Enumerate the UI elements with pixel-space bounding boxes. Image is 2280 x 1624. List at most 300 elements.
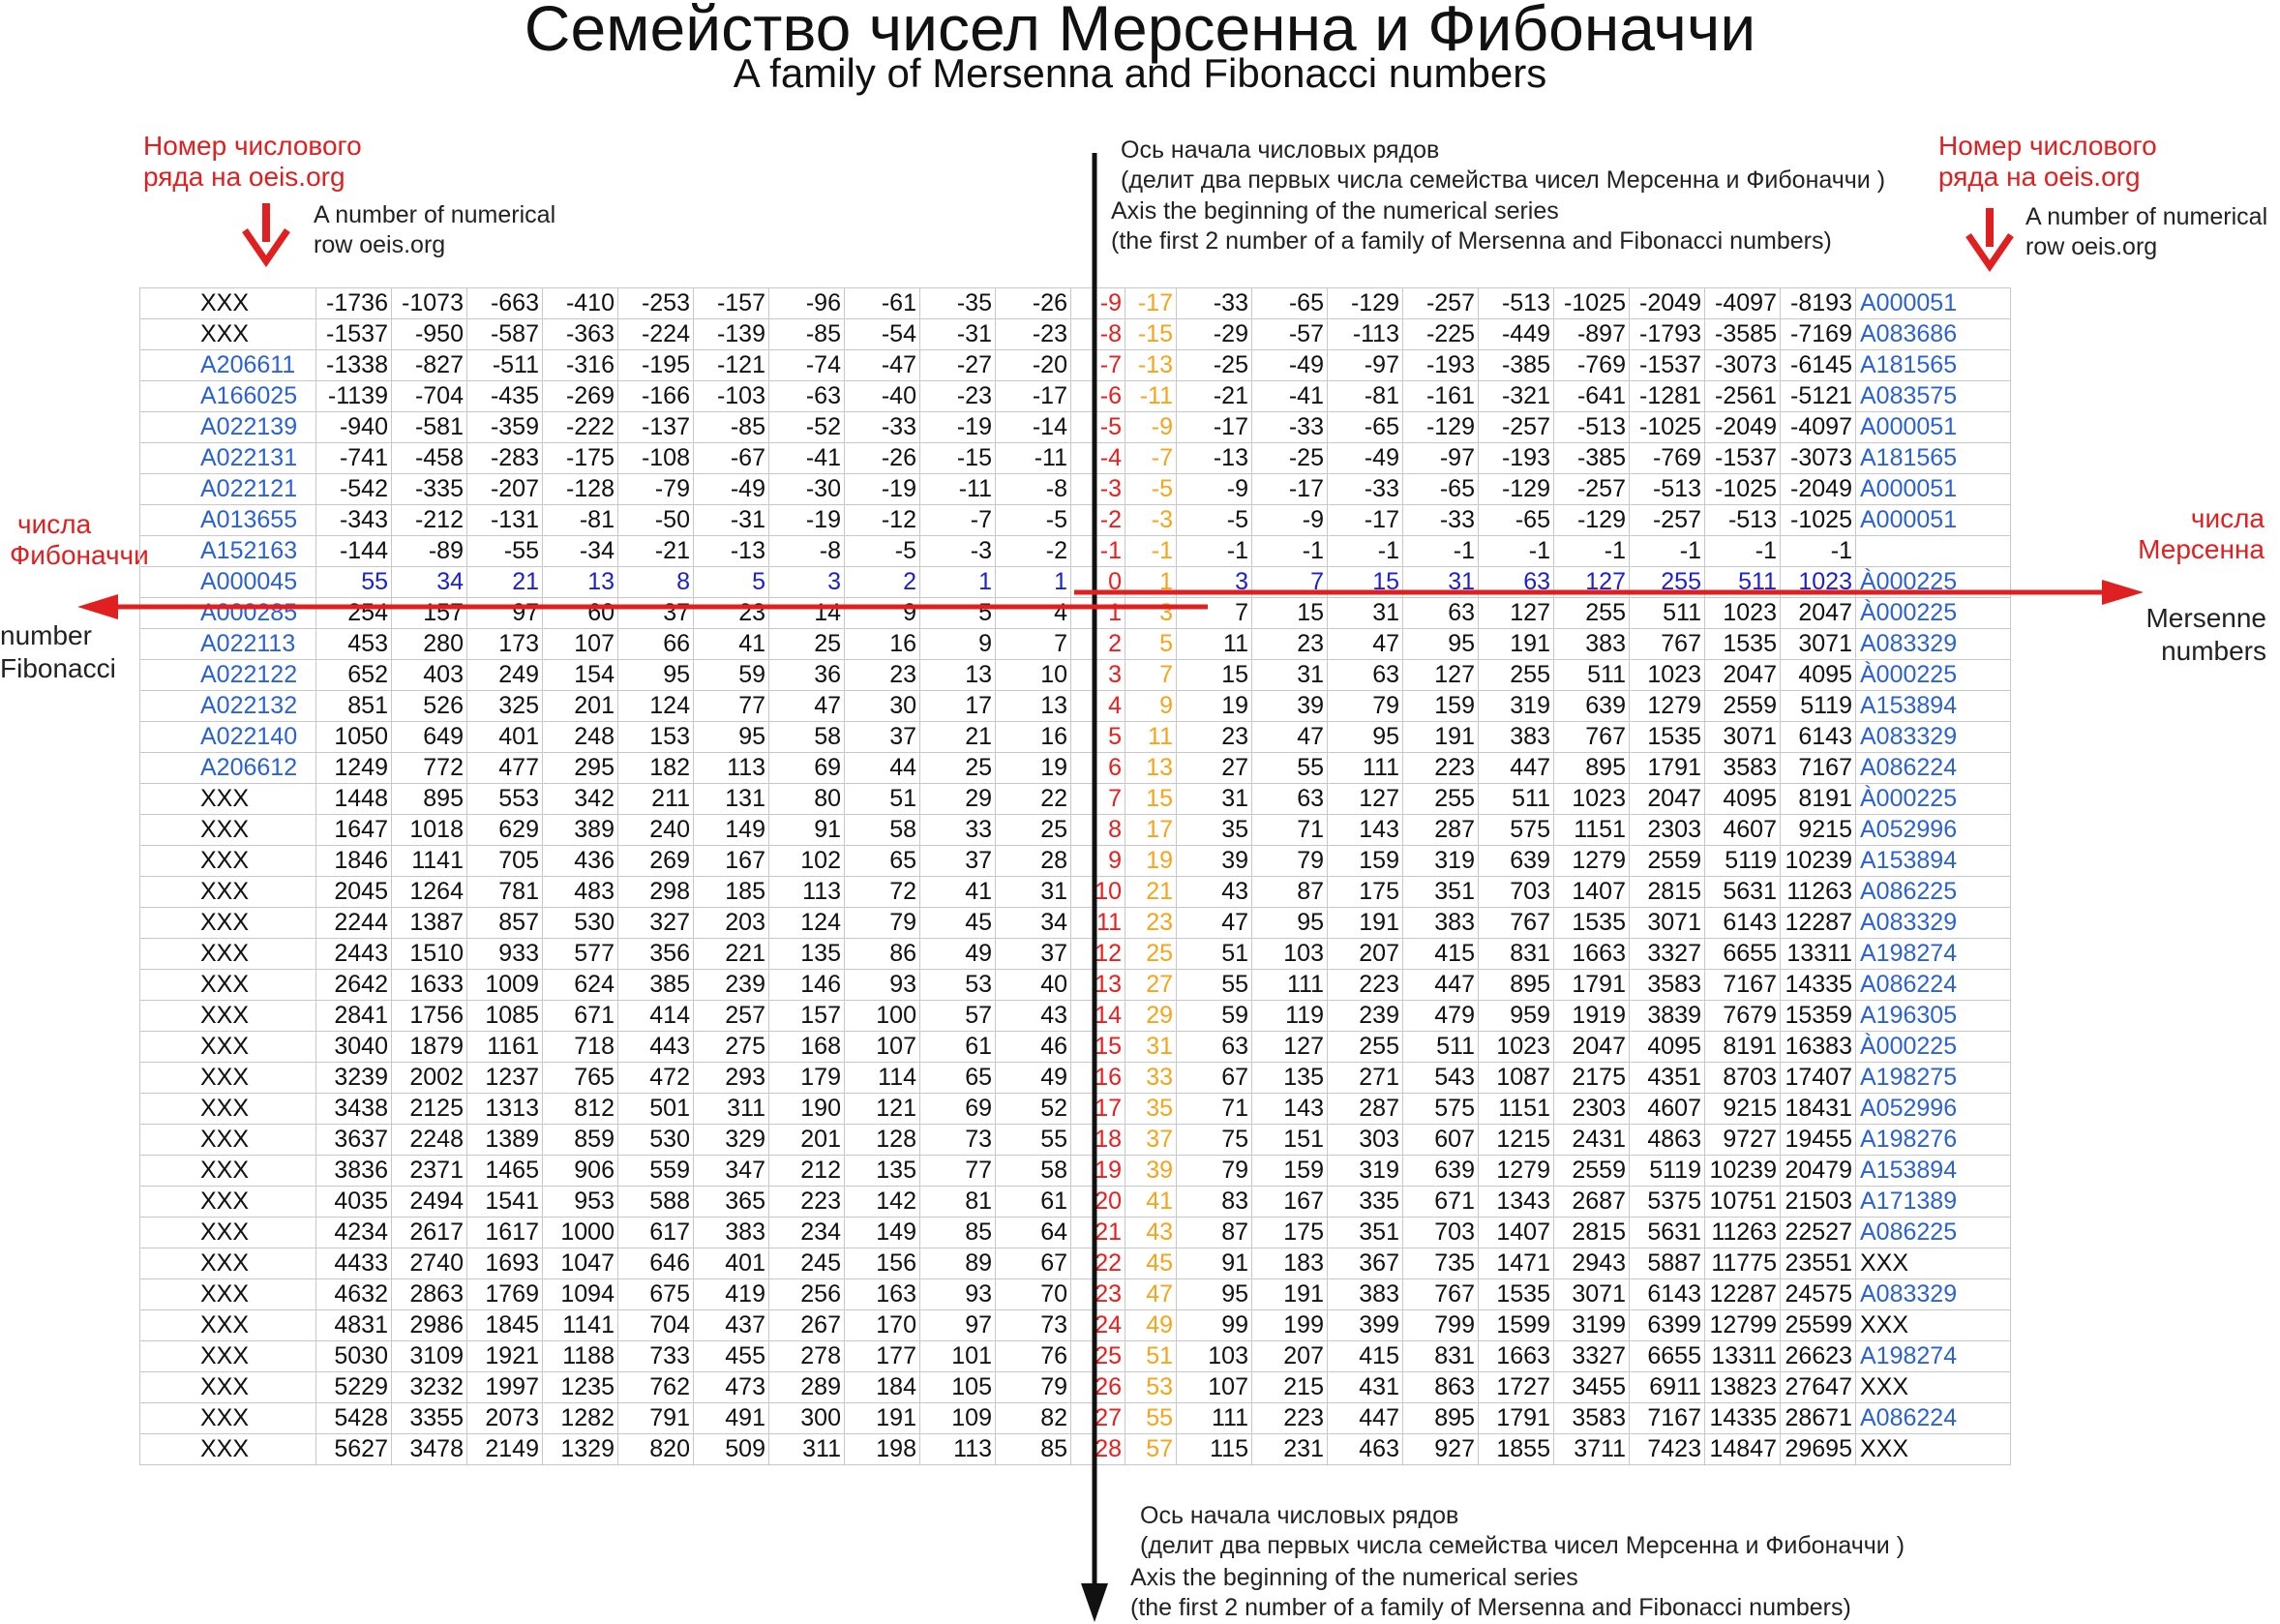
fibonacci-cell: -157 bbox=[694, 288, 769, 319]
mersenne-cell: 2815 bbox=[1630, 877, 1705, 908]
axis-value-b: 27 bbox=[1125, 970, 1177, 1001]
fibonacci-cell: 1693 bbox=[467, 1248, 543, 1279]
fibonacci-cell: 530 bbox=[618, 1125, 694, 1156]
fibonacci-arrow-icon bbox=[77, 594, 118, 619]
mersenne-cell: 207 bbox=[1252, 1341, 1328, 1372]
fibonacci-cell: -1338 bbox=[316, 350, 392, 381]
fibonacci-cell: 61 bbox=[920, 1032, 996, 1063]
axis-value-a: 4 bbox=[1071, 691, 1125, 722]
axis-value-b: 15 bbox=[1125, 784, 1177, 815]
fibonacci-cell: 13 bbox=[920, 660, 996, 691]
right-oeis-id: A083575 bbox=[1856, 381, 2011, 412]
fibonacci-cell: 4632 bbox=[316, 1279, 392, 1310]
fibonacci-cell: -8 bbox=[769, 536, 845, 567]
left-oeis-id: XXX bbox=[140, 846, 316, 877]
fibonacci-cell: 21 bbox=[920, 722, 996, 753]
table-row bbox=[140, 753, 2011, 784]
mersenne-cell: 1023 bbox=[1705, 598, 1781, 629]
mersenne-cell: 107 bbox=[1177, 1372, 1252, 1403]
mersenne-cell: -25 bbox=[1177, 350, 1252, 381]
table-row bbox=[140, 1125, 2011, 1156]
mersenne-cell: 231 bbox=[1252, 1434, 1328, 1465]
fibonacci-cell: 184 bbox=[845, 1372, 920, 1403]
mersenne-cell: 6143 bbox=[1705, 908, 1781, 939]
mersenne-cell: 12799 bbox=[1705, 1310, 1781, 1341]
fibonacci-cell: 201 bbox=[769, 1125, 845, 1156]
table-row bbox=[140, 1372, 2011, 1403]
table-row bbox=[140, 660, 2011, 691]
mersenne-cell: 6655 bbox=[1705, 939, 1781, 970]
fibonacci-cell: -137 bbox=[618, 412, 694, 443]
mersenne-cell: 239 bbox=[1328, 1001, 1403, 1032]
axis-value-b: 39 bbox=[1125, 1156, 1177, 1187]
fibonacci-cell: -283 bbox=[467, 443, 543, 474]
axis-value-a: 5 bbox=[1071, 722, 1125, 753]
fibonacci-cell: 85 bbox=[996, 1434, 1071, 1465]
fibonacci-cell: 1 bbox=[920, 567, 996, 598]
mersenne-cell: 25599 bbox=[1781, 1310, 1856, 1341]
mersenne-cell: 3 bbox=[1177, 567, 1252, 598]
fibonacci-cell: 704 bbox=[618, 1310, 694, 1341]
left-oeis-id: XXX bbox=[140, 815, 316, 846]
mersenne-cell: 47 bbox=[1177, 908, 1252, 939]
fibonacci-cell: -103 bbox=[694, 381, 769, 412]
fibonacci-cell: 41 bbox=[920, 877, 996, 908]
mersenne-cell: 479 bbox=[1403, 1001, 1479, 1032]
fibonacci-cell: 93 bbox=[920, 1279, 996, 1310]
fibonacci-cell: 154 bbox=[543, 660, 618, 691]
mersenne-cell: 735 bbox=[1403, 1248, 1479, 1279]
axis-value-a: 23 bbox=[1071, 1279, 1125, 1310]
axis-value-b: 57 bbox=[1125, 1434, 1177, 1465]
fibonacci-cell: -335 bbox=[392, 474, 467, 505]
axis-value-a: -5 bbox=[1071, 412, 1125, 443]
fibonacci-cell: 44 bbox=[845, 753, 920, 784]
fibonacci-cell: -89 bbox=[392, 536, 467, 567]
fibonacci-cell: 135 bbox=[769, 939, 845, 970]
fibonacci-cell: 293 bbox=[694, 1063, 769, 1094]
fibonacci-cell: -17 bbox=[996, 381, 1071, 412]
fibonacci-cell: 3040 bbox=[316, 1032, 392, 1063]
fibonacci-cell: -435 bbox=[467, 381, 543, 412]
fibonacci-cell: 1282 bbox=[543, 1403, 618, 1434]
fibonacci-cell: 443 bbox=[618, 1032, 694, 1063]
mersenne-cell: 17407 bbox=[1781, 1063, 1856, 1094]
fibonacci-cell: 2 bbox=[845, 567, 920, 598]
mersenne-cell: 95 bbox=[1177, 1279, 1252, 1310]
fibonacci-cell: -940 bbox=[316, 412, 392, 443]
fibonacci-cell: -704 bbox=[392, 381, 467, 412]
mersenne-cell: 895 bbox=[1554, 753, 1630, 784]
mersenne-cell: 1407 bbox=[1554, 877, 1630, 908]
mersenne-cell: 5631 bbox=[1705, 877, 1781, 908]
mersenne-cell: -25 bbox=[1252, 443, 1328, 474]
fibonacci-cell: 2617 bbox=[392, 1218, 467, 1248]
fibonacci-cell: 55 bbox=[316, 567, 392, 598]
mersenne-cell: 13823 bbox=[1705, 1372, 1781, 1403]
fibonacci-cell: 1329 bbox=[543, 1434, 618, 1465]
fibonacci-cell: 906 bbox=[543, 1156, 618, 1187]
axis-value-b: 23 bbox=[1125, 908, 1177, 939]
fibonacci-cell: 509 bbox=[694, 1434, 769, 1465]
mersenne-cell: -321 bbox=[1479, 381, 1554, 412]
fibonacci-cell: 851 bbox=[316, 691, 392, 722]
fibonacci-cell: 1141 bbox=[543, 1310, 618, 1341]
mersenne-cell: 383 bbox=[1403, 908, 1479, 939]
fibonacci-cell: 45 bbox=[920, 908, 996, 939]
fibonacci-cell: 4035 bbox=[316, 1187, 392, 1218]
mersenne-cell: -513 bbox=[1630, 474, 1705, 505]
fibonacci-cell: -11 bbox=[920, 474, 996, 505]
mersenne-cell: 24575 bbox=[1781, 1279, 1856, 1310]
fibonacci-cell: -31 bbox=[920, 319, 996, 350]
fibonacci-cell: 347 bbox=[694, 1156, 769, 1187]
fibonacci-cell: 365 bbox=[694, 1187, 769, 1218]
mersenne-cell: 1663 bbox=[1479, 1341, 1554, 1372]
mersenne-cell: 19 bbox=[1177, 691, 1252, 722]
mersenne-label-ru: числа Мерсенна bbox=[2138, 503, 2265, 564]
fibonacci-cell: 1161 bbox=[467, 1032, 543, 1063]
right-oeis-id: XXX bbox=[1856, 1248, 2011, 1279]
fibonacci-cell: 182 bbox=[618, 753, 694, 784]
mersenne-cell: 159 bbox=[1252, 1156, 1328, 1187]
left-oeis-id: XXX bbox=[140, 1310, 316, 1341]
right-oeis-id: XXX bbox=[1856, 1372, 2011, 1403]
fibonacci-cell: 239 bbox=[694, 970, 769, 1001]
fibonacci-cell: -5 bbox=[996, 505, 1071, 536]
fibonacci-cell: 4831 bbox=[316, 1310, 392, 1341]
fibonacci-cell: -587 bbox=[467, 319, 543, 350]
table-row bbox=[140, 1218, 2011, 1248]
fibonacci-cell: 121 bbox=[845, 1094, 920, 1125]
fibonacci-cell: 389 bbox=[543, 815, 618, 846]
left-oeis-id: A022113 bbox=[140, 629, 316, 660]
fibonacci-cell: -67 bbox=[694, 443, 769, 474]
table-row bbox=[140, 908, 2011, 939]
fibonacci-cell: -49 bbox=[694, 474, 769, 505]
mersenne-cell: 11 bbox=[1177, 629, 1252, 660]
fibonacci-cell: -63 bbox=[769, 381, 845, 412]
mersenne-cell: 511 bbox=[1705, 567, 1781, 598]
fibonacci-cell: 588 bbox=[618, 1187, 694, 1218]
axis-value-a: 10 bbox=[1071, 877, 1125, 908]
fibonacci-cell: -50 bbox=[618, 505, 694, 536]
axis-value-a: 13 bbox=[1071, 970, 1125, 1001]
fibonacci-cell: 311 bbox=[694, 1094, 769, 1125]
fibonacci-cell: 33 bbox=[920, 815, 996, 846]
mersenne-cell: 3199 bbox=[1554, 1310, 1630, 1341]
fibonacci-cell: 1313 bbox=[467, 1094, 543, 1125]
mersenne-cell: 639 bbox=[1479, 846, 1554, 877]
left-oeis-id: XXX bbox=[140, 784, 316, 815]
fibonacci-cell: 107 bbox=[543, 629, 618, 660]
mersenne-cell: 55 bbox=[1177, 970, 1252, 1001]
fibonacci-cell: -30 bbox=[769, 474, 845, 505]
mersenne-cell: 895 bbox=[1479, 970, 1554, 1001]
right-oeis-id: A086224 bbox=[1856, 970, 2011, 1001]
fibonacci-cell: 185 bbox=[694, 877, 769, 908]
fibonacci-cell: 1769 bbox=[467, 1279, 543, 1310]
axis-bottom-caption-ru: Ось начала числовых рядов (делит два первых числа семейства чисел Мерсенна и Фибоначчи ) bbox=[1140, 1502, 1905, 1559]
mersenne-cell: 47 bbox=[1252, 722, 1328, 753]
mersenne-cell: 191 bbox=[1328, 908, 1403, 939]
mersenne-cell: -1 bbox=[1781, 536, 1856, 567]
mersenne-cell: 1407 bbox=[1479, 1218, 1554, 1248]
fibonacci-cell: 41 bbox=[694, 629, 769, 660]
fibonacci-cell: -74 bbox=[769, 350, 845, 381]
mersenne-cell: -4097 bbox=[1781, 412, 1856, 443]
fibonacci-cell: 791 bbox=[618, 1403, 694, 1434]
mersenne-cell: 287 bbox=[1403, 815, 1479, 846]
mersenne-cell: 191 bbox=[1252, 1279, 1328, 1310]
mersenne-cell: 767 bbox=[1554, 722, 1630, 753]
fibonacci-label-en: number Fibonacci bbox=[0, 620, 116, 683]
mersenne-cell: 31 bbox=[1328, 598, 1403, 629]
mersenne-cell: 8191 bbox=[1781, 784, 1856, 815]
fibonacci-cell: 1510 bbox=[392, 939, 467, 970]
left-oeis-label-en: A number of numerical row oeis.org bbox=[314, 201, 556, 258]
right-oeis-id: A153894 bbox=[1856, 691, 2011, 722]
fibonacci-cell: 43 bbox=[996, 1001, 1071, 1032]
fibonacci-cell: -55 bbox=[467, 536, 543, 567]
mersenne-cell: 207 bbox=[1328, 939, 1403, 970]
mersenne-cell: 3583 bbox=[1705, 753, 1781, 784]
fibonacci-cell: 13 bbox=[543, 567, 618, 598]
fibonacci-cell: 36 bbox=[769, 660, 845, 691]
right-oeis-id: A000051 bbox=[1856, 288, 2011, 319]
mersenne-cell: 8703 bbox=[1705, 1063, 1781, 1094]
mersenne-cell: 12287 bbox=[1781, 908, 1856, 939]
axis-top-caption-en: Axis the beginning of the numerical series (the first 2 number of a family of Mersenna and Fibonacci numbers) bbox=[1111, 197, 1832, 255]
fibonacci-cell: 1647 bbox=[316, 815, 392, 846]
mersenne-cell: 22527 bbox=[1781, 1218, 1856, 1248]
mersenne-cell: 111 bbox=[1177, 1403, 1252, 1434]
mersenne-cell: 431 bbox=[1328, 1372, 1403, 1403]
right-oeis-id: A083329 bbox=[1856, 722, 2011, 753]
mersenne-cell: 223 bbox=[1328, 970, 1403, 1001]
fibonacci-cell: 25 bbox=[920, 753, 996, 784]
mersenne-cell: 6655 bbox=[1630, 1341, 1705, 1372]
axis-value-a: 9 bbox=[1071, 846, 1125, 877]
right-oeis-label-en: A number of numerical row oeis.org bbox=[2025, 203, 2268, 260]
fibonacci-cell: 553 bbox=[467, 784, 543, 815]
mersenne-cell: -1281 bbox=[1630, 381, 1705, 412]
fibonacci-cell: 34 bbox=[996, 908, 1071, 939]
axis-value-a: -4 bbox=[1071, 443, 1125, 474]
fibonacci-cell: 472 bbox=[618, 1063, 694, 1094]
fibonacci-cell: -1736 bbox=[316, 288, 392, 319]
mersenne-cell: -769 bbox=[1554, 350, 1630, 381]
mersenne-cell: 27647 bbox=[1781, 1372, 1856, 1403]
axis-value-a: -1 bbox=[1071, 536, 1125, 567]
right-down-arrow-icon bbox=[1968, 208, 2011, 266]
mersenne-cell: -6145 bbox=[1781, 350, 1856, 381]
fibonacci-cell: -128 bbox=[543, 474, 618, 505]
fibonacci-cell: 419 bbox=[694, 1279, 769, 1310]
mersenne-cell: 639 bbox=[1403, 1156, 1479, 1187]
axis-value-b: 47 bbox=[1125, 1279, 1177, 1310]
mersenne-cell: 3071 bbox=[1781, 629, 1856, 660]
fibonacci-cell: 933 bbox=[467, 939, 543, 970]
axis-value-b: 21 bbox=[1125, 877, 1177, 908]
mersenne-cell: 1663 bbox=[1554, 939, 1630, 970]
mersenne-cell: 31 bbox=[1252, 660, 1328, 691]
mersenne-cell: 447 bbox=[1403, 970, 1479, 1001]
right-oeis-id: A086224 bbox=[1856, 1403, 2011, 1434]
fibonacci-cell: 80 bbox=[769, 784, 845, 815]
mersenne-cell: 143 bbox=[1252, 1094, 1328, 1125]
mersenne-cell: -49 bbox=[1252, 350, 1328, 381]
mersenne-cell: 3455 bbox=[1554, 1372, 1630, 1403]
fibonacci-cell: 2841 bbox=[316, 1001, 392, 1032]
mersenne-cell: -513 bbox=[1705, 505, 1781, 536]
mersenne-cell: 1791 bbox=[1630, 753, 1705, 784]
left-oeis-id: XXX bbox=[140, 319, 316, 350]
fibonacci-cell: 895 bbox=[392, 784, 467, 815]
mersenne-cell: 127 bbox=[1554, 567, 1630, 598]
mersenne-cell: 383 bbox=[1554, 629, 1630, 660]
mersenne-cell: 335 bbox=[1328, 1187, 1403, 1218]
mersenne-cell: 83 bbox=[1177, 1187, 1252, 1218]
fibonacci-cell: 101 bbox=[920, 1341, 996, 1372]
fibonacci-cell: 49 bbox=[996, 1063, 1071, 1094]
mersenne-cell: 351 bbox=[1403, 877, 1479, 908]
mersenne-cell: -113 bbox=[1328, 319, 1403, 350]
fibonacci-cell: 28 bbox=[996, 846, 1071, 877]
mersenne-cell: 607 bbox=[1403, 1125, 1479, 1156]
mersenne-cell: 3327 bbox=[1554, 1341, 1630, 1372]
mersenne-cell: 4095 bbox=[1781, 660, 1856, 691]
mersenne-cell: 927 bbox=[1403, 1434, 1479, 1465]
table-row bbox=[140, 1310, 2011, 1341]
axis-value-b: 5 bbox=[1125, 629, 1177, 660]
mersenne-cell: 5119 bbox=[1781, 691, 1856, 722]
mersenne-cell: 127 bbox=[1403, 660, 1479, 691]
mersenne-cell: -1 bbox=[1630, 536, 1705, 567]
right-oeis-label-ru: Номер числового ряда на oeis.org bbox=[1938, 131, 2157, 192]
fibonacci-cell: 4 bbox=[996, 598, 1071, 629]
mersenne-cell: 383 bbox=[1328, 1279, 1403, 1310]
axis-value-b: 31 bbox=[1125, 1032, 1177, 1063]
mersenne-cell: -5 bbox=[1177, 505, 1252, 536]
mersenne-cell: -385 bbox=[1554, 443, 1630, 474]
fibonacci-cell: 3438 bbox=[316, 1094, 392, 1125]
fibonacci-cell: -1537 bbox=[316, 319, 392, 350]
mersenne-cell: 75 bbox=[1177, 1125, 1252, 1156]
mersenne-cell: -33 bbox=[1403, 505, 1479, 536]
fibonacci-cell: 58 bbox=[769, 722, 845, 753]
mersenne-cell: -2049 bbox=[1630, 288, 1705, 319]
fibonacci-cell: 718 bbox=[543, 1032, 618, 1063]
fibonacci-cell: -139 bbox=[694, 319, 769, 350]
axis-value-a: -3 bbox=[1071, 474, 1125, 505]
fibonacci-cell: -195 bbox=[618, 350, 694, 381]
mersenne-cell: 159 bbox=[1328, 846, 1403, 877]
fibonacci-cell: -31 bbox=[694, 505, 769, 536]
fibonacci-cell: -363 bbox=[543, 319, 618, 350]
fibonacci-cell: -27 bbox=[920, 350, 996, 381]
fibonacci-cell: 1387 bbox=[392, 908, 467, 939]
axis-value-a: 6 bbox=[1071, 753, 1125, 784]
mersenne-cell: 67 bbox=[1177, 1063, 1252, 1094]
axis-value-b: 37 bbox=[1125, 1125, 1177, 1156]
mersenne-cell: -193 bbox=[1403, 350, 1479, 381]
mersenne-cell: 199 bbox=[1252, 1310, 1328, 1341]
left-oeis-id: XXX bbox=[140, 1094, 316, 1125]
right-oeis-id: A198274 bbox=[1856, 939, 2011, 970]
table-row bbox=[140, 1094, 2011, 1125]
mersenne-cell: 1279 bbox=[1554, 846, 1630, 877]
fibonacci-cell: 278 bbox=[769, 1341, 845, 1372]
fibonacci-cell: 156 bbox=[845, 1248, 920, 1279]
mersenne-cell: -897 bbox=[1554, 319, 1630, 350]
mersenne-cell: 135 bbox=[1252, 1063, 1328, 1094]
fibonacci-cell: -61 bbox=[845, 288, 920, 319]
fibonacci-cell: 1009 bbox=[467, 970, 543, 1001]
mersenne-cell: 223 bbox=[1403, 753, 1479, 784]
fibonacci-cell: 52 bbox=[996, 1094, 1071, 1125]
mersenne-cell: 3071 bbox=[1554, 1279, 1630, 1310]
fibonacci-cell: 249 bbox=[467, 660, 543, 691]
fibonacci-cell: 2642 bbox=[316, 970, 392, 1001]
mersenne-cell: 55 bbox=[1252, 753, 1328, 784]
fibonacci-cell: 95 bbox=[618, 660, 694, 691]
right-oeis-id: A181565 bbox=[1856, 350, 2011, 381]
fibonacci-cell: 2244 bbox=[316, 908, 392, 939]
mersenne-cell: 29695 bbox=[1781, 1434, 1856, 1465]
mersenne-cell: 21503 bbox=[1781, 1187, 1856, 1218]
table-row bbox=[140, 784, 2011, 815]
axis-value-b: -9 bbox=[1125, 412, 1177, 443]
left-oeis-id: A166025 bbox=[140, 381, 316, 412]
table-row bbox=[140, 939, 2011, 970]
fibonacci-cell: 1879 bbox=[392, 1032, 467, 1063]
mersenne-cell: 1535 bbox=[1554, 908, 1630, 939]
fibonacci-cell: 455 bbox=[694, 1341, 769, 1372]
fibonacci-cell: 37 bbox=[996, 939, 1071, 970]
mersenne-cell: 8191 bbox=[1705, 1032, 1781, 1063]
fibonacci-cell: 3355 bbox=[392, 1403, 467, 1434]
mersenne-cell: 383 bbox=[1479, 722, 1554, 753]
axis-value-b: 19 bbox=[1125, 846, 1177, 877]
table-row bbox=[140, 381, 2011, 412]
fibonacci-cell: 705 bbox=[467, 846, 543, 877]
fibonacci-cell: 7 bbox=[996, 629, 1071, 660]
mersenne-cell: -385 bbox=[1479, 350, 1554, 381]
table-row bbox=[140, 1248, 2011, 1279]
axis-value-b: 25 bbox=[1125, 939, 1177, 970]
fibonacci-cell: -458 bbox=[392, 443, 467, 474]
mersenne-cell: 415 bbox=[1328, 1341, 1403, 1372]
left-oeis-id: XXX bbox=[140, 1001, 316, 1032]
table-row bbox=[140, 970, 2011, 1001]
fibonacci-cell: 5627 bbox=[316, 1434, 392, 1465]
left-oeis-id: XXX bbox=[140, 908, 316, 939]
fibonacci-cell: 5030 bbox=[316, 1341, 392, 1372]
mersenne-cell: -33 bbox=[1328, 474, 1403, 505]
mersenne-cell: 511 bbox=[1554, 660, 1630, 691]
fibonacci-cell: 953 bbox=[543, 1187, 618, 1218]
right-oeis-id: XXX bbox=[1856, 1434, 2011, 1465]
axis-value-a: 16 bbox=[1071, 1063, 1125, 1094]
axis-value-b: 55 bbox=[1125, 1403, 1177, 1434]
fibonacci-cell: 23 bbox=[845, 660, 920, 691]
mersenne-cell: 4095 bbox=[1630, 1032, 1705, 1063]
axis-value-b: -1 bbox=[1125, 536, 1177, 567]
fibonacci-cell: 671 bbox=[543, 1001, 618, 1032]
fibonacci-cell: -79 bbox=[618, 474, 694, 505]
mersenne-cell: -1 bbox=[1479, 536, 1554, 567]
